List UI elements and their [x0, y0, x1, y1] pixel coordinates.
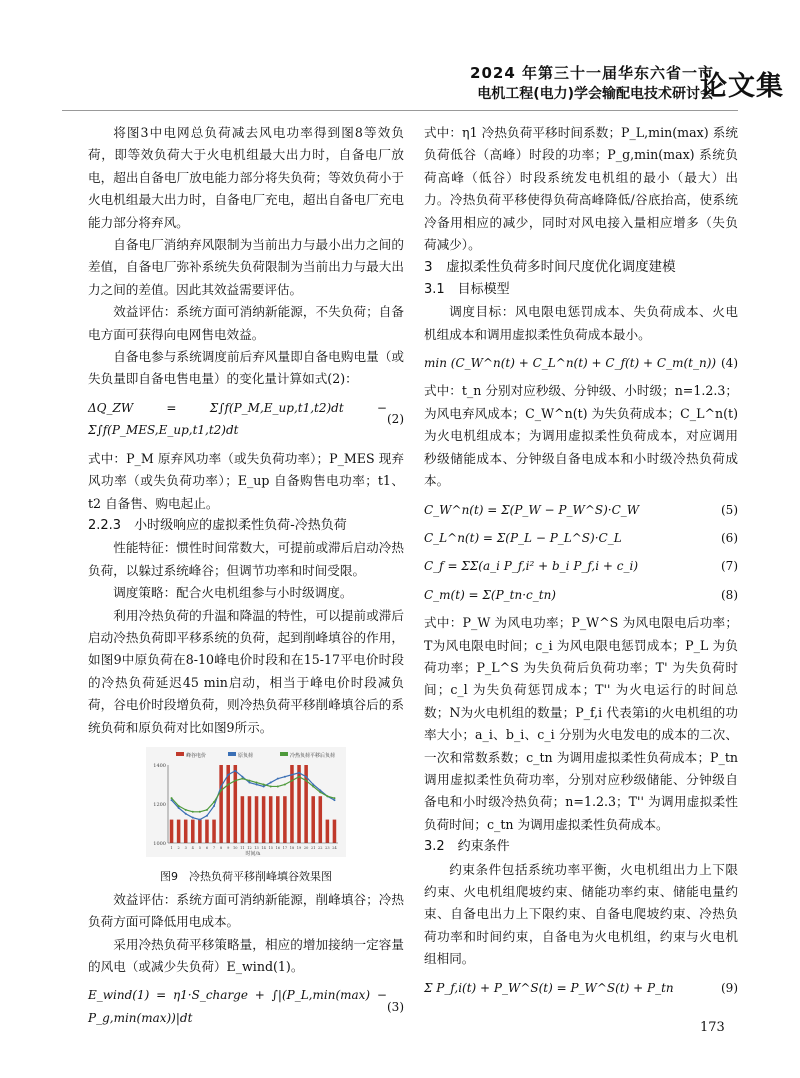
series-point — [185, 809, 187, 811]
chart-background — [146, 747, 346, 857]
bar — [234, 765, 238, 843]
bar — [333, 820, 337, 843]
bar — [255, 796, 259, 843]
paragraph: 调度策略：配合火电机组参与小时级调度。 — [113, 585, 353, 601]
series-point — [227, 774, 229, 776]
x-axis-label: 时间/h — [245, 850, 261, 857]
bar — [198, 820, 202, 843]
figure-9 — [146, 747, 346, 864]
x-tick-label: 13 — [254, 845, 259, 850]
legend-label: 峰谷电价 — [186, 752, 207, 759]
x-tick-label: 7 — [212, 845, 216, 850]
x-tick-label: 2 — [177, 845, 180, 850]
bar — [319, 796, 323, 843]
subsection-heading: 3.2 约束条件 — [424, 839, 510, 855]
equation-number: (8) — [721, 587, 738, 602]
series-point — [227, 783, 229, 785]
series-point — [270, 785, 272, 787]
series-point — [312, 785, 314, 787]
paragraph: 式中：P_M 原弃风功率（或失负荷功率）；P_MES 现弃风功率（或失负荷功率）；E_up 自备购售电功率；t1、t2 自备售、购电起止。 — [88, 450, 404, 511]
series-point — [248, 782, 250, 784]
series-point — [284, 776, 286, 778]
equation-5 — [424, 499, 738, 521]
bar — [311, 796, 315, 843]
series-point — [241, 776, 243, 778]
bar — [205, 820, 209, 843]
equation-3 — [88, 984, 404, 1029]
series-point — [305, 776, 307, 778]
x-tick-label: 1 — [170, 845, 173, 850]
series-point — [234, 780, 236, 782]
chart — [146, 747, 346, 857]
x-tick-label: 20 — [303, 845, 309, 850]
bar — [269, 796, 273, 843]
series-point — [185, 813, 187, 815]
equation-9 — [424, 977, 738, 999]
series-point — [206, 809, 208, 811]
series-point — [277, 778, 279, 780]
x-tick-label: 6 — [205, 845, 209, 850]
series-point — [284, 783, 286, 785]
equation-8 — [424, 584, 738, 606]
running-header — [470, 62, 784, 103]
legend-label: 原负荷 — [238, 752, 254, 759]
bar — [184, 820, 188, 843]
bar — [290, 765, 294, 843]
equation-body: C_f = ΣΣ(a_i P_f,i² + b_i P_f,i + c_i) — [424, 559, 638, 574]
series-point — [234, 770, 236, 772]
bar — [191, 820, 195, 843]
equation-number: (7) — [721, 559, 738, 574]
x-tick-label: 5 — [198, 845, 201, 850]
series-point — [178, 805, 180, 807]
paragraph: 性能特征：惯性时间常数大，可提前或滞后启动冷热负荷，以躲过系统峰谷；但调节功率和时间受限。 — [88, 540, 404, 578]
section-heading: 2.2.3 小时级响应的虚拟柔性负荷-冷热负荷 — [88, 517, 347, 533]
series-point — [298, 772, 300, 774]
left-column — [88, 122, 404, 1035]
paragraph: 将图3中电网总负荷减去风电功率得到图8等效负荷，即等效负荷大于火电机组最大出力时，自备电厂放电，超出自备电厂放电能力部分将失负荷；等效负荷小于火电机组最大出力时，自备电厂充电，超出自备电厂充电能力部分将弃风。 — [88, 125, 404, 230]
header-rule — [62, 110, 738, 111]
header-badge: 论文集 — [700, 71, 784, 102]
bar — [177, 820, 181, 843]
y-tick-label: 1200 — [153, 801, 166, 808]
bar — [241, 796, 245, 843]
section-heading: 3 虚拟柔性负荷多时间尺度优化调度建模 — [424, 259, 676, 276]
series-point — [241, 778, 243, 780]
series-point — [256, 782, 258, 784]
series-point — [213, 805, 215, 807]
x-tick-label: 8 — [220, 845, 223, 850]
series-point — [263, 785, 265, 787]
equation-body: min (C_W^n(t) + C_L^n(t) + C_f(t) + C_m(t_n)) — [424, 356, 717, 371]
bar — [212, 820, 216, 843]
y-tick-label: 1000 — [153, 840, 166, 847]
series-point — [305, 780, 307, 782]
bar — [219, 765, 223, 843]
equation-number: (4) — [721, 356, 738, 371]
series-point — [263, 783, 265, 785]
equation-body: C_m(t) = Σ(P_tn·c_tn) — [424, 587, 556, 602]
equation-body: C_W^n(t) = Σ(P_W − P_W^S)·C_W — [424, 502, 640, 517]
x-tick-label: 9 — [227, 845, 230, 850]
x-tick-label: 3 — [184, 845, 187, 850]
bar — [262, 796, 266, 843]
bar — [170, 820, 174, 843]
x-tick-label: 18 — [289, 845, 295, 850]
equation-number: (6) — [721, 530, 738, 545]
series-point — [192, 817, 194, 819]
paragraph: 效益评估：系统方面可消纳新能源，不失负荷；自备电方面可获得向电网售电效益。 — [88, 304, 404, 342]
bar — [283, 796, 287, 843]
x-tick-label: 22 — [318, 845, 323, 850]
series-point — [213, 801, 215, 803]
x-tick-label: 12 — [247, 845, 252, 850]
series-point — [199, 819, 201, 821]
x-tick-label: 17 — [282, 845, 288, 850]
page-number: 173 — [700, 1020, 725, 1035]
series-point — [333, 797, 335, 799]
series-point — [291, 780, 293, 782]
series-point — [248, 780, 250, 782]
legend-swatch — [228, 752, 236, 756]
right-column — [424, 122, 738, 1005]
bar — [326, 820, 330, 843]
y-tick-label: 1400 — [153, 762, 166, 769]
x-tick-label: 15 — [268, 845, 273, 850]
series-point — [220, 785, 222, 787]
series-point — [178, 807, 180, 809]
equation-2 — [88, 397, 404, 442]
equation-body: C_L^n(t) = Σ(P_L − P_L^S)·C_L — [424, 530, 622, 545]
bar — [276, 796, 280, 843]
equation-4 — [424, 352, 738, 374]
paragraph: 采用冷热负荷平移策略量，相应的增加接纳一定容量的风电（或减少失负荷）E_wind(1)。 — [88, 936, 404, 974]
x-tick-label: 23 — [325, 845, 330, 850]
x-tick-label: 19 — [296, 845, 302, 850]
series-point — [291, 774, 293, 776]
series-point — [277, 785, 279, 787]
equation-body: Σ P_f,i(t) + P_W^S(t) = P_W^S(t) + P_tn — [424, 980, 674, 995]
series-point — [220, 789, 222, 791]
x-tick-label: 16 — [275, 845, 281, 850]
paragraph: 利用冷热负荷的升温和降温的特性，可以提前或滞后启动冷热负荷即平移系统的负荷，起到削峰填谷的作用，如图9中原负荷在8-10峰电价时段和在15-17平电价时段的冷热负荷延迟45 min启动，相当于峰电价时段减负荷，谷电价时段增负荷，则冷热负荷平移削峰填谷后的系统负荷和原负荷对比如图9所示。 — [88, 607, 404, 735]
series-point — [333, 799, 335, 801]
paragraph: 调度目标：风电限电惩罚成本、失负荷成本、火电机组成本和调用虚拟柔性负荷成本最小。 — [424, 304, 738, 342]
x-tick-label: 4 — [191, 845, 194, 850]
equation-7 — [424, 555, 738, 577]
legend-label: 冷热负荷平移后负荷 — [290, 752, 336, 759]
legend-swatch — [280, 752, 288, 756]
series-point — [270, 782, 272, 784]
equation-number: (2) — [387, 412, 404, 427]
x-tick-label: 14 — [261, 845, 266, 850]
equation-number: (9) — [721, 980, 738, 995]
equation-number: (5) — [721, 502, 738, 517]
series-point — [206, 815, 208, 817]
paragraph: 自备电厂消纳弃风限制为当前出力与最小出力之间的差值，自备电厂弥补系统失负荷限制为当前出力与最大出力之间的差值。因此其效益需要评估。 — [88, 237, 404, 297]
series-point — [171, 797, 173, 799]
x-tick-label: 11 — [240, 845, 245, 850]
header-society: 电机工程(电力)学会输配电技术研讨会 — [477, 86, 714, 102]
series-point — [256, 783, 258, 785]
series-point — [199, 811, 201, 813]
subsection-heading: 3.1 目标模型 — [424, 281, 510, 297]
equation-body: E_wind(1) = η1·S_charge + ∫|(P_L,min(max) − P_g,min(max))|dt — [88, 988, 387, 1025]
equation-body: ΔQ_ZW = Σ∫f(P_M,E_up,t1,t2)dt − Σ∫f(P_MES,E_up,t1,t2)dt — [88, 400, 387, 438]
legend-swatch — [176, 752, 184, 756]
equation-number: (3) — [387, 999, 404, 1014]
x-tick-label: 24 — [332, 845, 337, 850]
series-point — [326, 795, 328, 797]
header-conference: 2024 年第三十一届华东六省一市 — [470, 64, 714, 82]
series-point — [298, 776, 300, 778]
series-point — [319, 791, 321, 793]
equation-6 — [424, 527, 738, 549]
paragraph: 式中：η1 冷热负荷平移时间系数；P_L,min(max) 系统负荷低谷（高峰）时段的功率；P_g,min(max) 系统负荷高峰（低谷）时段系统发电机组的最小（最大）出力。冷热负荷平移使得负荷高峰降低/谷底抬高，使系统冷备用相应的减少，同时对风电接入量相应增多（失负荷减少）。 — [424, 125, 738, 253]
x-tick-label: 21 — [310, 845, 316, 850]
bar — [248, 796, 252, 843]
paragraph: 自备电参与系统调度前后弃风量即自备电购电量（或失负量即自备电售电量）的变化量计算如式(2)： — [88, 349, 404, 387]
paragraph: 式中：P_W 为风电功率；P_W^S 为风电限电后功率；T为风电限电时间；c_i 为风电限电惩罚成本；P_L 为负荷功率；P_L^S 为失负荷后负荷功率；T' 为失负荷时间；c_l 为失负荷惩罚成本；T'' 为火电运行的时间总数；N为火电机组的数量；P_f,i 代表第i的火电机组的功率大小；a_i、b_i、c_i 分别为火电发电的成本的二次、一次和常数系数；c_tn 为调用虚拟柔性负荷成本；P_tn 调用虚拟柔性负荷功率，分别对应秒级储能、分钟级自备电和小时级冷热负荷；n=1.2.3；T'' 为调用虚拟柔性负荷时间；c_tn 为调用虚拟柔性负荷成本。 — [424, 615, 738, 832]
figure-caption: 图9 冷热负荷平移削峰填谷效果图 — [160, 870, 332, 884]
paragraph: 约束条件包括系统功率平衡，火电机组出力上下限约束、火电机组爬坡约束、储能功率约束、储能电量约束、自备电出力上下限约束、自备电爬坡约束、冷热负荷功率和时间约束，自备电为火电机组，约束与火电机组相同。 — [424, 861, 738, 967]
paragraph: 式中：t_n 分别对应秒级、分钟级、小时级；n=1.2.3；为风电弃风成本；C_W^n(t) 为失负荷成本；C_L^n(t) 为火电机组成本；为调用虚拟柔性负荷成本，对应调用秒级储能成本、分钟级自备电成本和小时级冷热负荷成本。 — [424, 383, 738, 489]
x-tick-label: 10 — [233, 845, 238, 850]
series-point — [192, 811, 194, 813]
paragraph: 效益评估：系统方面可消纳新能源，削峰填谷；冷热负荷方面可降低用电成本。 — [88, 891, 404, 930]
